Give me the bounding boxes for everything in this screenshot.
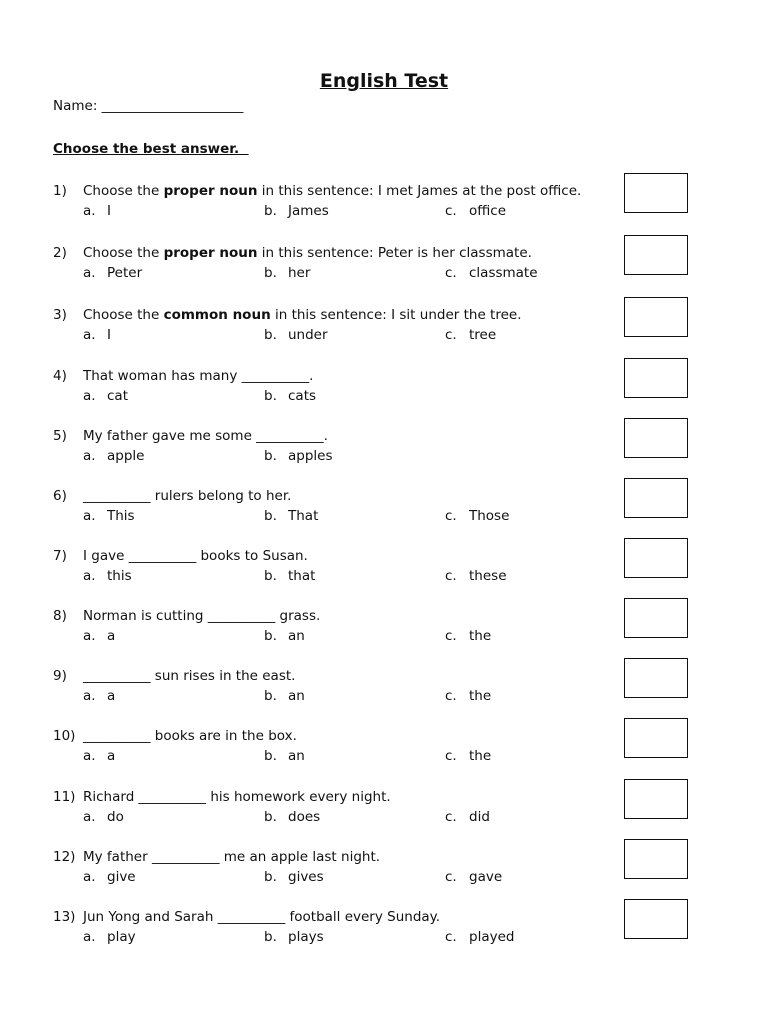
test-title: English Test [319,70,449,92]
option-letter: a. [83,869,96,885]
option-letter: b. [264,809,277,825]
question-number: 8) [53,608,67,624]
question-number: 11) [53,789,76,805]
option-text: gave [469,869,503,885]
option-c [445,265,538,281]
option-b [264,265,310,281]
option-letter: a. [83,929,96,945]
question-stem: __________ books are in the box. [83,728,297,744]
option-b [264,568,315,584]
instruction-heading: Choose the best answer. [53,141,249,157]
option-a [83,388,128,404]
option-letter: c. [445,265,457,281]
option-text: do [107,809,124,825]
stem-text: in this sentence: I met James at the post office. [257,183,582,199]
question-11 [53,789,693,833]
option-c [445,809,490,825]
option-text: a [107,748,116,764]
option-c [445,327,496,343]
option-b [264,388,316,404]
option-letter: c. [445,203,457,219]
stem-text: Choose the [83,245,164,261]
question-stem: __________ rulers belong to her. [83,488,292,504]
option-text: apple [107,448,145,464]
question-stem [83,183,581,199]
answer-box[interactable] [624,718,688,758]
question-number: 12) [53,849,76,865]
answer-box[interactable] [624,899,688,939]
question-10 [53,728,693,772]
option-a [83,688,115,704]
option-text: under [288,327,328,343]
question-stem: My father gave me some __________. [83,428,328,444]
question-number: 9) [53,668,67,684]
question-stem [83,307,522,323]
question-number: 7) [53,548,67,564]
question-1 [53,183,693,227]
answer-box[interactable] [624,658,688,698]
option-text: the [469,688,492,704]
option-b [264,809,320,825]
option-text: James [288,203,329,219]
answer-box[interactable] [624,418,688,458]
question-number: 3) [53,307,67,323]
option-a [83,265,142,281]
answer-box[interactable] [624,839,688,879]
option-text: Peter [107,265,143,281]
option-text: her [288,265,311,281]
stem-text: in this sentence: Peter is her classmate. [257,245,532,261]
option-text: This [107,508,135,524]
option-letter: c. [445,929,457,945]
option-text: an [288,688,305,704]
option-c [445,568,507,584]
option-c [445,508,509,524]
option-text: the [469,748,492,764]
question-number: 4) [53,368,67,384]
name-field: Name: _____________________ [53,98,244,114]
option-letter: b. [264,203,277,219]
option-letter: c. [445,869,457,885]
option-letter: c. [445,809,457,825]
option-text: this [107,568,132,584]
option-c [445,628,491,644]
option-b [264,628,305,644]
answer-box[interactable] [624,358,688,398]
option-text: That [288,508,319,524]
option-b [264,688,305,704]
option-text: these [469,568,507,584]
option-letter: a. [83,388,96,404]
option-text: apples [288,448,333,464]
option-text: I [107,327,111,343]
keyword: proper noun [163,245,258,261]
option-text: play [107,929,136,945]
question-stem: Norman is cutting __________ grass. [83,608,321,624]
option-letter: c. [445,628,457,644]
option-text: an [288,628,305,644]
option-text: plays [288,929,324,945]
option-b [264,869,324,885]
option-letter: a. [83,568,96,584]
option-letter: b. [264,688,277,704]
question-6 [53,488,693,532]
option-b [264,748,305,764]
option-a [83,327,111,343]
question-stem: Richard __________ his homework every night. [83,789,391,805]
option-text: cats [288,388,317,404]
option-a [83,748,115,764]
option-letter: b. [264,388,277,404]
option-b [264,327,328,343]
option-letter: a. [83,203,96,219]
question-4 [53,368,693,412]
question-number: 1) [53,183,67,199]
option-text: give [107,869,136,885]
answer-box[interactable] [624,297,688,337]
option-text: a [107,688,116,704]
question-9 [53,668,693,712]
stem-text: Choose the [83,183,164,199]
option-b [264,508,318,524]
option-text: I [107,203,111,219]
question-stem: __________ sun rises in the east. [83,668,296,684]
option-a [83,628,115,644]
option-c [445,929,514,945]
question-number: 6) [53,488,67,504]
option-letter: a. [83,748,96,764]
option-a [83,929,136,945]
question-5 [53,428,693,472]
option-a [83,568,132,584]
answer-box[interactable] [624,478,688,518]
keyword: proper noun [163,183,258,199]
option-letter: a. [83,327,96,343]
answer-box[interactable] [624,538,688,578]
option-letter: b. [264,508,277,524]
option-text: tree [469,327,497,343]
option-text: Those [469,508,510,524]
option-letter: a. [83,265,96,281]
option-letter: c. [445,508,457,524]
question-12 [53,849,693,893]
option-letter: a. [83,809,96,825]
option-text: played [469,929,515,945]
option-b [264,448,333,464]
option-letter: a. [83,508,96,524]
option-letter: b. [264,869,277,885]
option-letter: a. [83,688,96,704]
option-letter: c. [445,327,457,343]
question-stem [83,245,532,261]
option-letter: c. [445,688,457,704]
question-stem: Jun Yong and Sarah __________ football every Sunday. [83,909,441,925]
option-text: an [288,748,305,764]
option-letter: b. [264,929,277,945]
option-c [445,869,502,885]
question-number: 10) [53,728,76,744]
option-a [83,448,144,464]
option-letter: a. [83,448,96,464]
option-letter: b. [264,448,277,464]
option-text: office [469,203,507,219]
option-a [83,809,124,825]
question-8 [53,608,693,652]
question-13 [53,909,693,953]
answer-box[interactable] [624,598,688,638]
option-b [264,203,329,219]
option-text: cat [107,388,128,404]
option-text: the [469,628,492,644]
option-a [83,869,136,885]
option-c [445,688,491,704]
question-stem: I gave __________ books to Susan. [83,548,308,564]
option-text: did [469,809,490,825]
option-text: classmate [469,265,538,281]
option-letter: b. [264,327,277,343]
option-a [83,508,135,524]
option-c [445,748,491,764]
question-7 [53,548,693,592]
question-number: 13) [53,909,76,925]
question-number: 5) [53,428,67,444]
stem-text: in this sentence: I sit under the tree. [270,307,522,323]
option-a [83,203,111,219]
option-letter: c. [445,568,457,584]
answer-box[interactable] [624,235,688,275]
option-letter: b. [264,568,277,584]
keyword: common noun [163,307,271,323]
question-number: 2) [53,245,67,261]
question-stem: My father __________ me an apple last night. [83,849,381,865]
option-letter: c. [445,748,457,764]
option-letter: a. [83,628,96,644]
answer-box[interactable] [624,173,688,213]
option-letter: b. [264,265,277,281]
answer-box[interactable] [624,779,688,819]
stem-text: Choose the [83,307,164,323]
question-2 [53,245,693,289]
option-text: gives [288,869,324,885]
option-c [445,203,506,219]
question-3 [53,307,693,351]
option-letter: b. [264,748,277,764]
option-text: a [107,628,116,644]
option-b [264,929,324,945]
option-text: that [288,568,316,584]
option-letter: b. [264,628,277,644]
option-text: does [288,809,321,825]
question-stem: That woman has many __________. [83,368,314,384]
